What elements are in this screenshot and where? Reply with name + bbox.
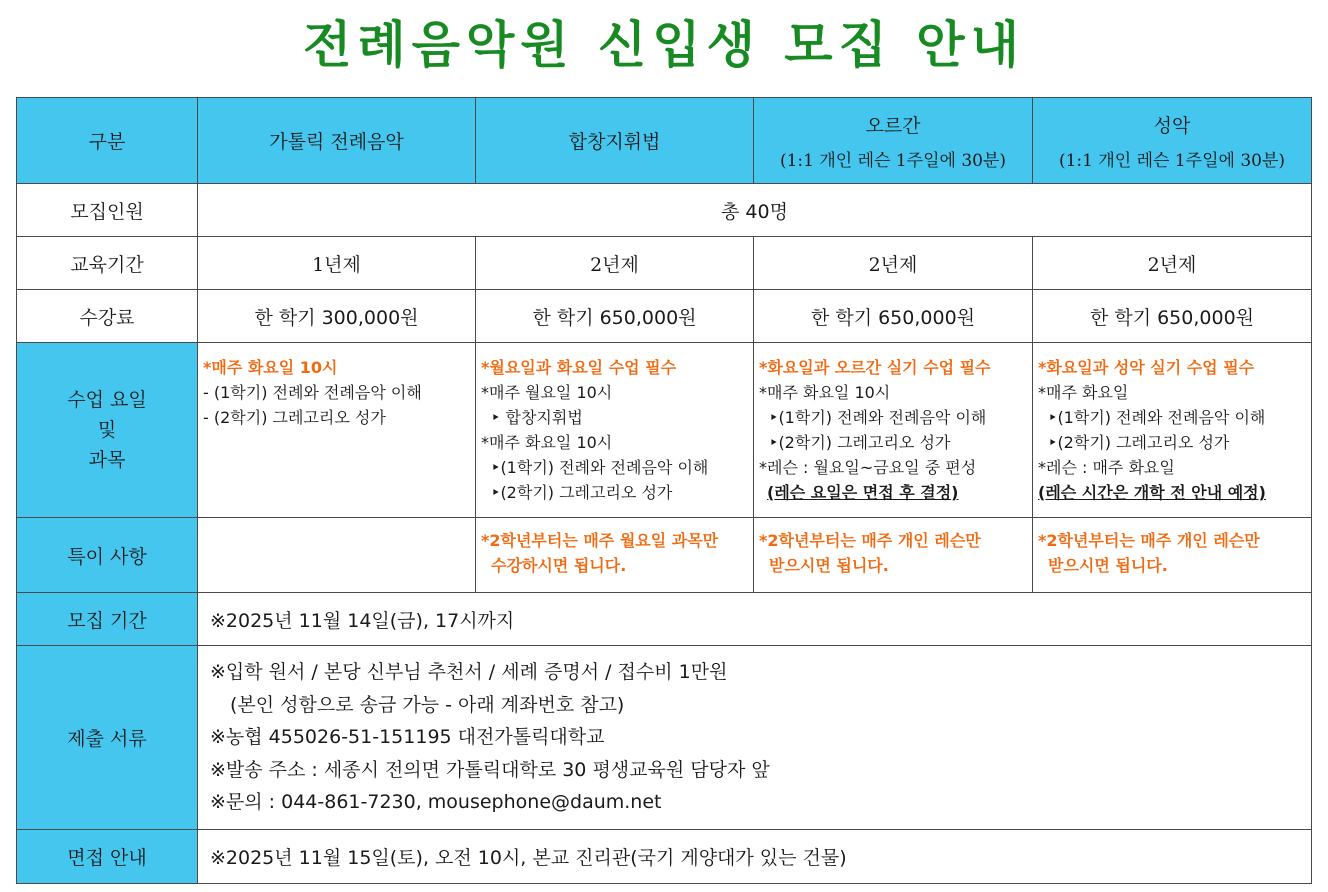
document-line: (본인 성함으로 송금 가능 - 아래 계좌번호 참고) bbox=[230, 693, 625, 716]
header-vocal bbox=[1033, 98, 1312, 184]
documents-list bbox=[198, 646, 1312, 830]
header-organ-sub: (1:1 개인 레슨 1주일에 30분) bbox=[779, 150, 1007, 171]
schedule-liturgical-head: *매주 화요일 10시 bbox=[203, 358, 338, 377]
document-line: ※문의 : 044-861-7230, mousephone@daum.net bbox=[210, 791, 662, 813]
schedule-liturgical bbox=[198, 343, 476, 518]
notes-row bbox=[17, 518, 1312, 593]
header-organ bbox=[754, 98, 1033, 184]
duration-row bbox=[17, 237, 1312, 290]
duration-choral: 2년제 bbox=[476, 237, 754, 290]
schedule-line: ‣(2학기) 그레고리오 성가 bbox=[1048, 433, 1230, 452]
document-line: ※발송 주소 : 세종시 전의면 가톨릭대학로 30 평생교육원 담당자 앞 bbox=[210, 758, 770, 781]
schedule-line: *매주 화요일 bbox=[1038, 383, 1129, 402]
schedule-organ bbox=[754, 343, 1033, 518]
header-category: 구분 bbox=[17, 98, 198, 184]
schedule-line: *레슨 : 매주 화요일 bbox=[1038, 458, 1175, 477]
note-line: 받으시면 됩니다. bbox=[1048, 556, 1168, 575]
tuition-row bbox=[17, 290, 1312, 343]
documents-row bbox=[17, 646, 1312, 830]
schedule-label bbox=[17, 343, 198, 518]
tuition-liturgical: 한 학기 300,000원 bbox=[198, 290, 476, 343]
schedule-label-line1: 수업 요일 bbox=[67, 389, 147, 411]
note-line: 수강하시면 됩니다. bbox=[491, 556, 627, 575]
tuition-vocal: 한 학기 650,000원 bbox=[1033, 290, 1312, 343]
period-label: 모집 기간 bbox=[17, 593, 198, 646]
schedule-choral bbox=[476, 343, 754, 518]
note-line: 받으시면 됩니다. bbox=[769, 556, 889, 575]
schedule-line: - (1학기) 전례와 전례음악 이해 bbox=[203, 383, 422, 402]
schedule-line: *매주 월요일 10시 bbox=[481, 383, 613, 402]
period-row bbox=[17, 593, 1312, 646]
interview-row bbox=[17, 829, 1312, 883]
notes-liturgical bbox=[198, 518, 476, 593]
schedule-line: ‣(1학기) 전례와 전례음악 이해 bbox=[769, 408, 987, 427]
schedule-organ-head: *화요일과 오르간 실기 수업 필수 bbox=[759, 358, 991, 377]
header-liturgical-music: 가톨릭 전례음악 bbox=[198, 98, 476, 184]
header-choral-conducting: 합창지휘법 bbox=[476, 98, 754, 184]
page-title: 전례음악원 신입생 모집 안내 bbox=[303, 15, 1025, 74]
interview-value: ※2025년 11월 15일(토), 오전 10시, 본교 진리관(국기 게양대가 있는 건물) bbox=[198, 829, 1312, 883]
note-line: *2학년부터는 매주 개인 레슨만 bbox=[759, 531, 981, 550]
recruit-count-row bbox=[17, 184, 1312, 237]
schedule-line: *매주 화요일 10시 bbox=[481, 433, 613, 452]
header-organ-title: 오르간 bbox=[865, 114, 921, 137]
duration-organ: 2년제 bbox=[754, 237, 1033, 290]
tuition-organ: 한 학기 650,000원 bbox=[754, 290, 1033, 343]
schedule-line: - (2학기) 그레고리오 성가 bbox=[203, 408, 386, 427]
schedule-label-line3: 과목 bbox=[88, 449, 126, 471]
schedule-row bbox=[17, 343, 1312, 518]
schedule-line: *레슨 : 월요일~금요일 중 편성 bbox=[759, 458, 977, 477]
period-value: ※2025년 11월 14일(금), 17시까지 bbox=[198, 593, 1312, 646]
tuition-label: 수강료 bbox=[17, 290, 198, 343]
recruitment-table bbox=[16, 97, 1312, 884]
recruit-count-value: 총 40명 bbox=[198, 184, 1312, 237]
document-line: ※농협 455026-51-151195 대전가톨릭대학교 bbox=[210, 726, 605, 748]
schedule-label-line2: 및 bbox=[97, 419, 117, 441]
header-row bbox=[17, 98, 1312, 184]
header-vocal-title: 성악 bbox=[1153, 114, 1191, 137]
notes-organ bbox=[754, 518, 1033, 593]
schedule-vocal-head: *화요일과 성악 실기 수업 필수 bbox=[1038, 358, 1255, 377]
schedule-line: ‣(1학기) 전례와 전례음악 이해 bbox=[491, 458, 709, 477]
schedule-choral-head: *월요일과 화요일 수업 필수 bbox=[481, 358, 677, 377]
document-line: ※입학 원서 / 본당 신부님 추천서 / 세례 증명서 / 접수비 1만원 bbox=[210, 661, 728, 683]
schedule-line: ‣(2학기) 그레고리오 성가 bbox=[769, 433, 951, 452]
schedule-organ-tail: (레슨 요일은 면접 후 결정) bbox=[767, 483, 959, 502]
schedule-vocal-tail: (레슨 시간은 개학 전 안내 예정) bbox=[1038, 483, 1266, 502]
recruit-count-label: 모집인원 bbox=[17, 184, 198, 237]
duration-label: 교육기간 bbox=[17, 237, 198, 290]
schedule-line: *매주 화요일 10시 bbox=[759, 383, 891, 402]
schedule-line: ‣ 합창지휘법 bbox=[491, 408, 583, 427]
note-line: *2학년부터는 매주 개인 레슨만 bbox=[1038, 531, 1260, 550]
interview-label: 면접 안내 bbox=[17, 829, 198, 883]
duration-vocal: 2년제 bbox=[1033, 237, 1312, 290]
schedule-vocal bbox=[1033, 343, 1312, 518]
notes-vocal bbox=[1033, 518, 1312, 593]
schedule-line: ‣(1학기) 전례와 전례음악 이해 bbox=[1048, 408, 1266, 427]
schedule-line: ‣(2학기) 그레고리오 성가 bbox=[491, 483, 673, 502]
notes-label: 특이 사항 bbox=[17, 518, 198, 593]
documents-label: 제출 서류 bbox=[17, 646, 198, 830]
note-line: *2학년부터는 매주 월요일 과목만 bbox=[481, 531, 719, 550]
duration-liturgical: 1년제 bbox=[198, 237, 476, 290]
tuition-choral: 한 학기 650,000원 bbox=[476, 290, 754, 343]
notes-choral bbox=[476, 518, 754, 593]
header-vocal-sub: (1:1 개인 레슨 1주일에 30분) bbox=[1058, 150, 1286, 171]
